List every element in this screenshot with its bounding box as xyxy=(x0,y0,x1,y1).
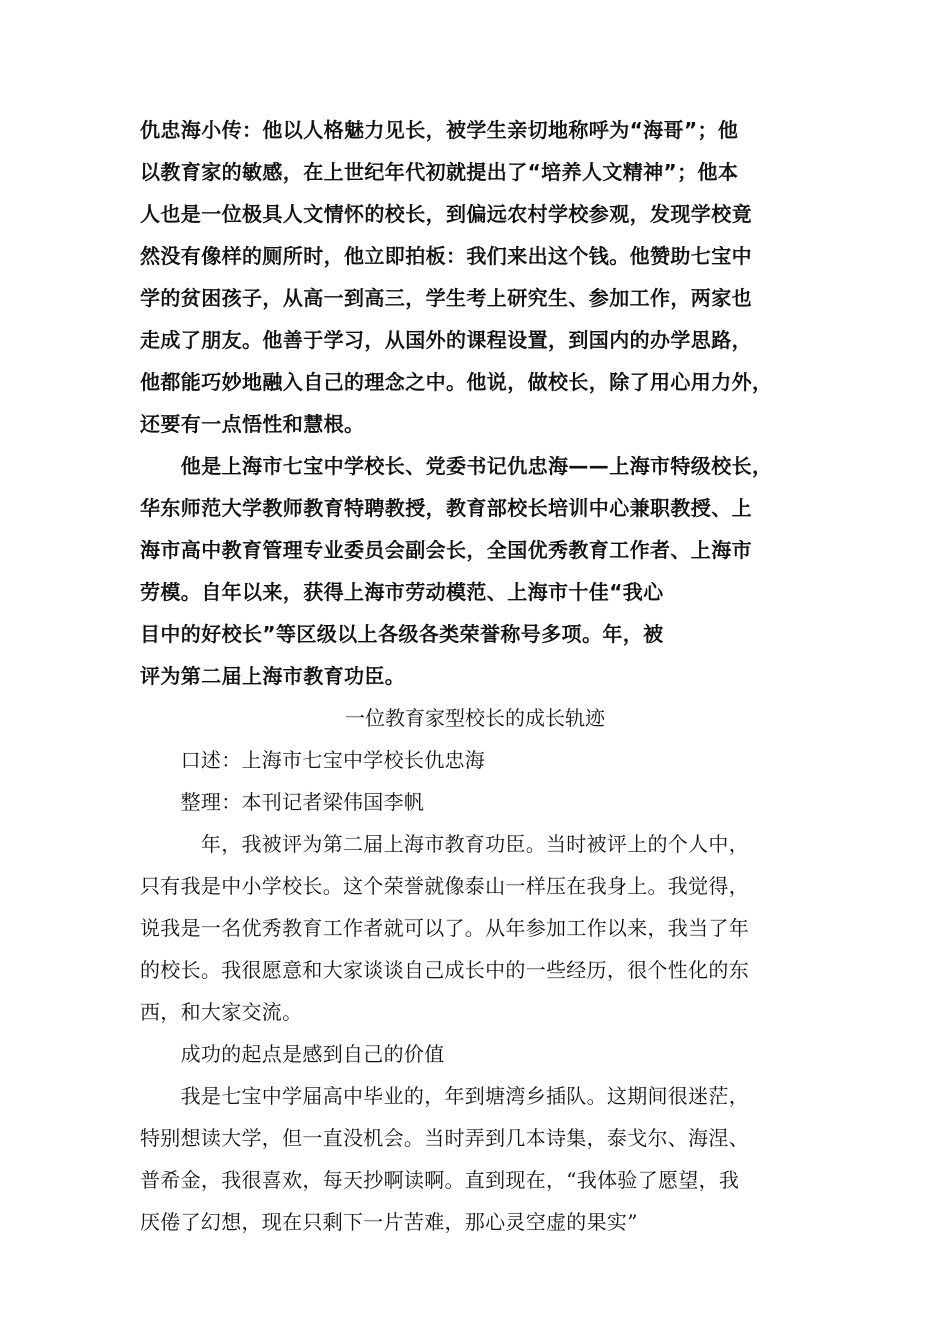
body-line: 的校长。我很愿意和大家谈谈自己成长中的一些经历，很个性化的东 xyxy=(140,958,749,982)
body-line: 特别想读大学，但一直没机会。当时弄到几本诗集，泰戈尔、海涅、 xyxy=(140,1126,749,1150)
bio-line: 以教育家的敏感，在上世纪年代初就提出了“培养人文精神”；他本 xyxy=(140,160,739,184)
body-line: 年，我被评为第二届上海市教育功臣。当时被评上的个人中， xyxy=(140,832,749,856)
byline-narrator: 口述：上海市七宝中学校长仇忠海 xyxy=(140,748,486,772)
bio-line: 他是上海市七宝中学校长、党委书记仇忠海——上海市特级校长， xyxy=(140,454,773,478)
body-line: 说我是一名优秀教育工作者就可以了。从年参加工作以来，我当了年 xyxy=(140,916,749,940)
section-heading: 成功的起点是感到自己的价值 xyxy=(140,1042,445,1066)
bio-line: 然没有像样的厕所时，他立即拍板：我们来出这个钱。他赞助七宝中 xyxy=(140,244,752,268)
body-line: 只有我是中小学校长。这个荣誉就像泰山一样压在我身上。我觉得， xyxy=(140,874,749,898)
bio-line: 走成了朋友。他善于学习，从国外的课程设置，到国内的办学思路， xyxy=(140,328,752,352)
bio-line: 他都能巧妙地融入自己的理念之中。他说，做校长，除了用心用力外， xyxy=(140,370,773,394)
bio-line: 人也是一位极具人文情怀的校长，到偏远农村学校参观，发现学校竟 xyxy=(140,202,752,226)
bio-line: 目中的好校长”等区级以上各级各类荣誉称号多项。年，被 xyxy=(140,622,664,646)
bio-line: 仇忠海小传：他以人格魅力见长，被学生亲切地称呼为“海哥”；他 xyxy=(140,118,739,142)
bio-line: 评为第二届上海市教育功臣。 xyxy=(140,664,406,688)
bio-line: 海市高中教育管理专业委员会副会长，全国优秀教育工作者、上海市 xyxy=(140,538,752,562)
body-line: 西，和大家交流。 xyxy=(140,1000,303,1024)
article-title: 一位教育家型校长的成长轨迹 xyxy=(345,706,605,730)
bio-line: 还要有一点悟性和慧根。 xyxy=(140,412,365,436)
bio-line: 劳模。自年以来，获得上海市劳动模范、上海市十佳“我心 xyxy=(140,580,664,604)
bio-line: 学的贫困孩子，从高一到高三，学生考上研究生、参加工作，两家也 xyxy=(140,286,752,310)
body-line: 普希金，我很喜欢，每天抄啊读啊。直到现在，“我体验了愿望，我 xyxy=(140,1168,740,1192)
bio-line: 华东师范大学教师教育特聘教授，教育部校长培训中心兼职教授、上 xyxy=(140,496,752,520)
body-line: 厌倦了幻想，现在只剩下一片苦难，那心灵空虚的果实” xyxy=(140,1210,638,1234)
byline-editor: 整理：本刊记者梁伟国李帆 xyxy=(140,790,425,814)
body-line: 我是七宝中学届高中毕业的，年到塘湾乡插队。这期间很迷茫， xyxy=(140,1084,749,1108)
